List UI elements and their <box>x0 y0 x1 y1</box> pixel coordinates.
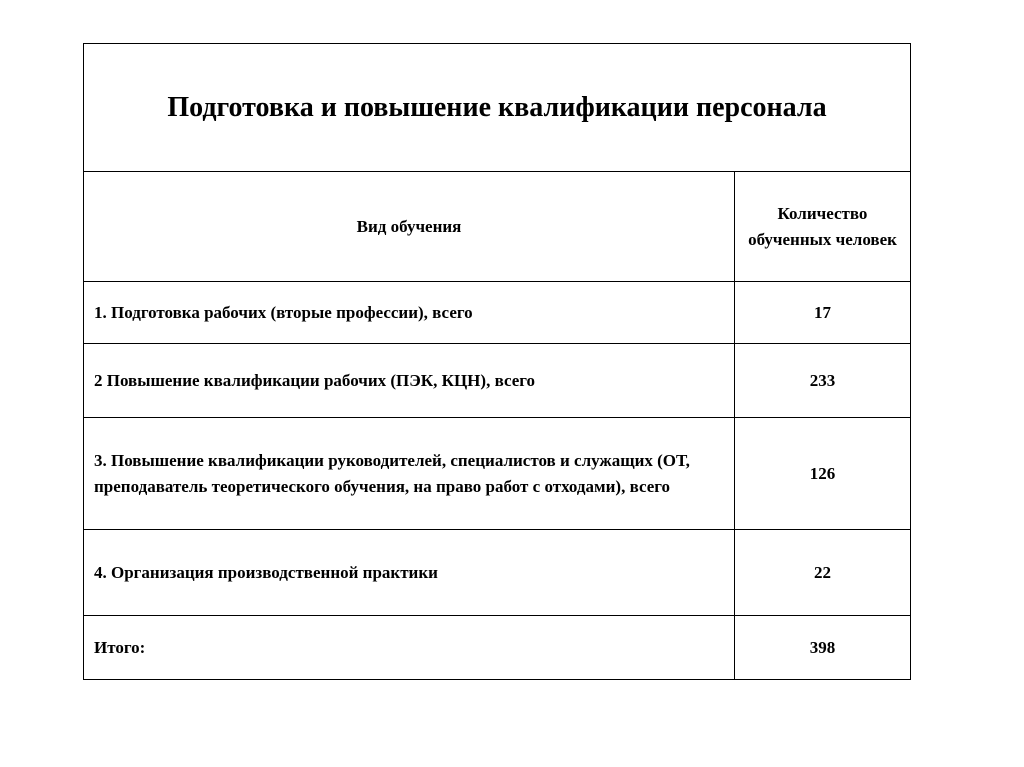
table-row <box>84 282 911 344</box>
row-label: 1. Подготовка рабочих (вторые профессии), всего <box>84 282 735 344</box>
row-count: 17 <box>735 282 911 344</box>
title-row <box>84 44 911 172</box>
table-row <box>84 530 911 616</box>
total-row <box>84 616 911 680</box>
row-label: 2 Повышение квалификации рабочих (ПЭК, КЦН), всего <box>84 344 735 418</box>
row-count: 126 <box>735 418 911 530</box>
header-row <box>84 172 911 282</box>
header-count: Количество обученных человек <box>735 172 911 282</box>
table-row <box>84 344 911 418</box>
row-label: 4. Организация производственной практики <box>84 530 735 616</box>
table-row <box>84 418 911 530</box>
total-label: Итого: <box>84 616 735 680</box>
row-count: 233 <box>735 344 911 418</box>
header-type: Вид обучения <box>84 172 735 282</box>
table-title: Подготовка и повышение квалификации персонала <box>84 44 911 172</box>
total-count: 398 <box>735 616 911 680</box>
training-table <box>83 43 911 680</box>
row-count: 22 <box>735 530 911 616</box>
row-label: 3. Повышение квалификации руководителей, специалистов и служащих (ОТ, преподаватель теоретического обучения, на право работ с отходами), всего <box>84 418 735 530</box>
